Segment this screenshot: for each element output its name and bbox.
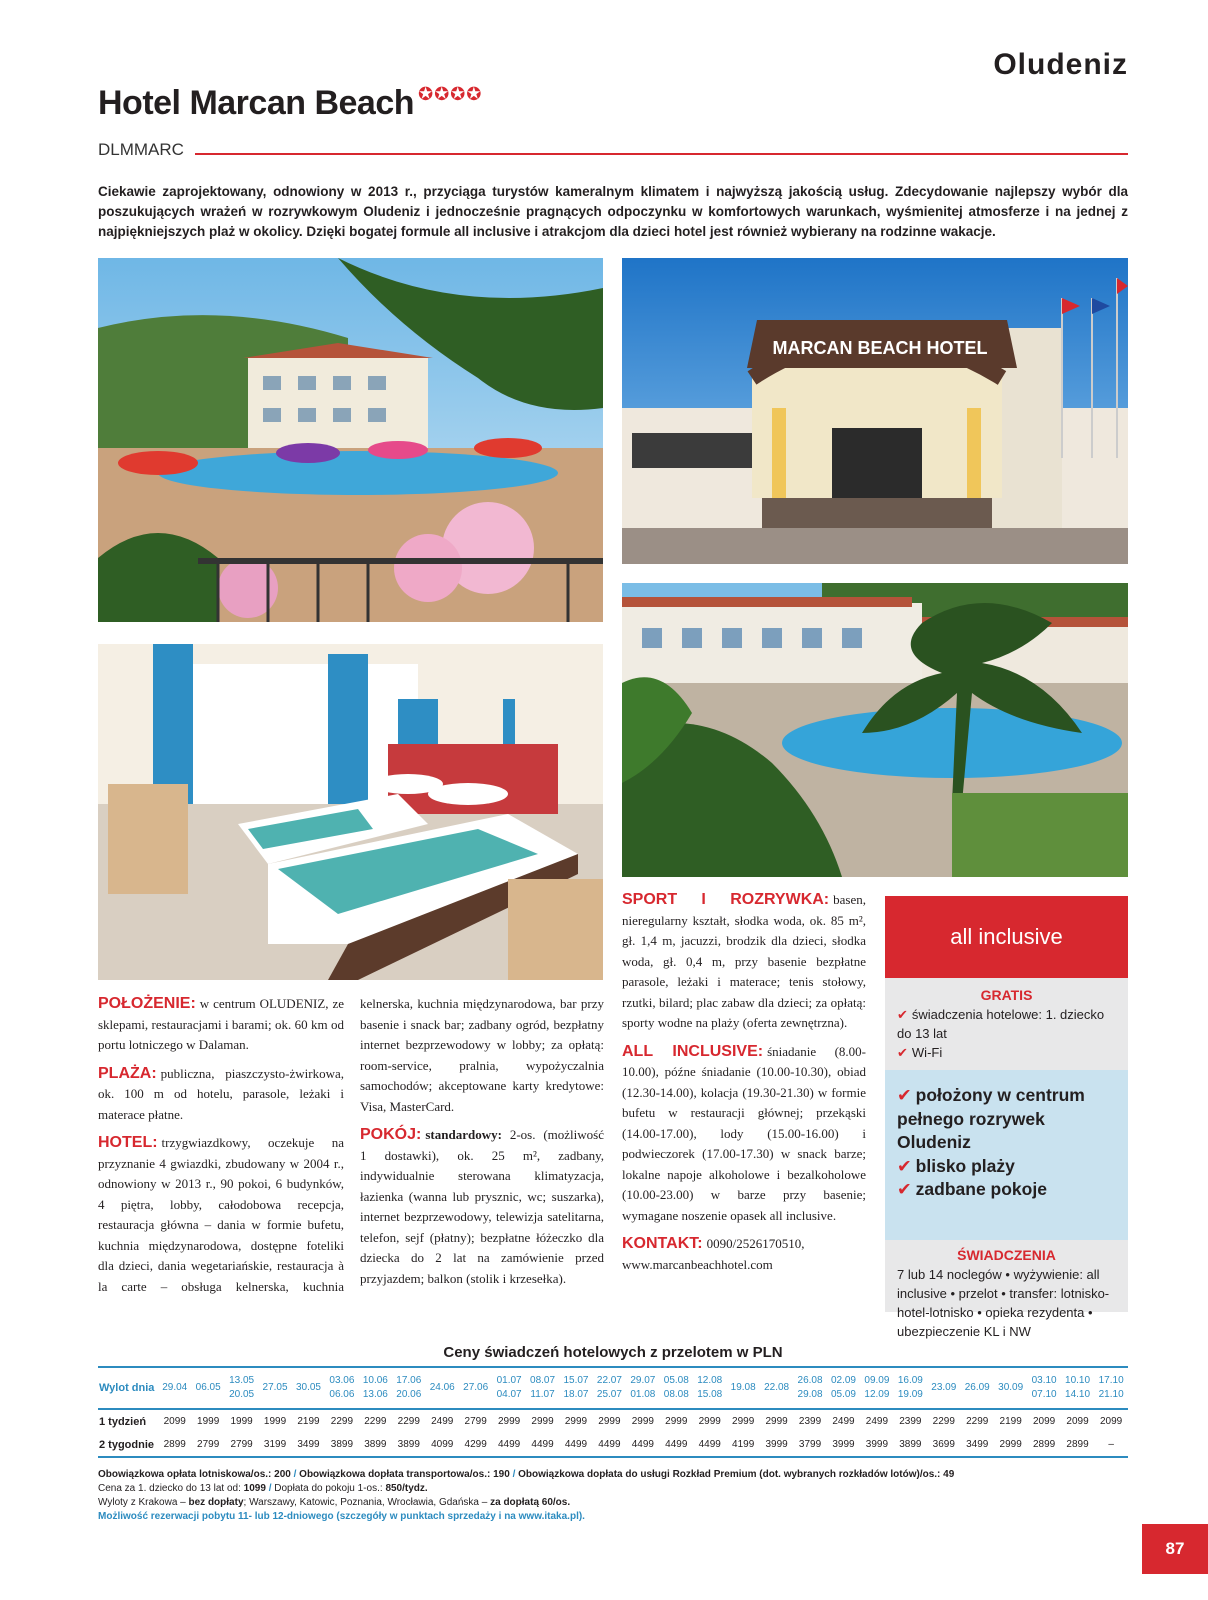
label-plaza: PLAŻA: bbox=[98, 1064, 157, 1082]
price-cell: 2999 bbox=[564, 1416, 588, 1427]
hotel-title bbox=[98, 84, 482, 123]
price-cell: – bbox=[1094, 1433, 1128, 1457]
price-cell: 2799 bbox=[225, 1433, 258, 1457]
departure-date: 15.07 18.07 bbox=[559, 1367, 592, 1409]
price-cell: 4499 bbox=[660, 1433, 693, 1457]
price-cell: 2999 bbox=[765, 1416, 788, 1427]
footnote-booking-info: Możliwość rezerwacji pobytu 11- lub 12-dniowego (szczegóły w punktach sprzedaży i na www.itaka.pl). bbox=[98, 1511, 585, 1522]
departure-date: 26.08 29.08 bbox=[793, 1367, 826, 1409]
departure-date: 24.06 bbox=[426, 1367, 459, 1409]
all-inclusive-title: all inclusive bbox=[885, 896, 1128, 978]
price-cell: 2499 bbox=[865, 1416, 889, 1427]
departure-date: 23.09 bbox=[927, 1367, 960, 1409]
section-plaza bbox=[98, 1064, 344, 1126]
hotel-name: Hotel Marcan Beach bbox=[98, 84, 414, 122]
departure-date: 16.09 19.09 bbox=[894, 1367, 927, 1409]
price-cell: 2499 bbox=[832, 1416, 855, 1427]
hotel-code: DLMMARC bbox=[98, 140, 184, 159]
departure-date: 09.09 12.09 bbox=[860, 1367, 893, 1409]
price-cell: 3499 bbox=[961, 1433, 994, 1457]
label-allinclusive: ALL INCLUSIVE: bbox=[622, 1042, 764, 1060]
departure-date: 19.08 bbox=[726, 1367, 759, 1409]
label-pokoj: POKÓJ: bbox=[360, 1126, 422, 1143]
price-cell: 4099 bbox=[426, 1433, 459, 1457]
price-header-row bbox=[98, 1367, 1128, 1409]
gratis-item: ✔ świadczenia hotelowe: 1. dziecko do 13 lat bbox=[897, 1007, 1105, 1041]
feature-item: ✔ zadbane pokoje bbox=[897, 1179, 1047, 1199]
text-sport: basen, nieregularny kształt, słodka woda, ok. 85 m², gł. 1,4 m, jacuzzi, brodzik dla dzieci, słodka woda, gł. 0,4 m, przy basenie bezpłatne parasole, leżaki i materace; tenis stołowy, rzutki, bilard; plac zabaw dla dzieci; za opłatą: sporty wodne na plaży (oferta zewnętrzna). bbox=[622, 892, 866, 1030]
section-allinclusive bbox=[622, 1042, 866, 1227]
departure-date: 26.09 bbox=[961, 1367, 994, 1409]
swiadczenia-title: ŚWIADCZENIA bbox=[957, 1247, 1056, 1263]
price-row bbox=[98, 1433, 1128, 1457]
price-cell: 2299 bbox=[397, 1416, 420, 1427]
star-rating-icon: ✪✪✪✪ bbox=[418, 84, 483, 104]
entrance-sign-text: MARCAN BEACH HOTEL bbox=[772, 338, 988, 358]
photo-hotel-room bbox=[98, 644, 603, 980]
gratis-title: GRATIS bbox=[980, 987, 1033, 1003]
text-pokoj: 2-os. (możliwość 1 dostawki), ok. 25 m², zadbany, indywidualnie sterowana klimatyzacja, łazienka (wanna lub prysznic, wc; suszarka), internet bezprzewodowy, telewizja satelitarna, telefon, sejf (płatny); bezpłatne łóżeczko dla dziecka do 2 lat na zamówienie przed przyjazdem; balkon (stolik i krzesełka). bbox=[360, 1127, 604, 1286]
departure-date: 08.07 11.07 bbox=[526, 1367, 559, 1409]
section-pokoj bbox=[360, 1125, 604, 1289]
label-hotel: HOTEL: bbox=[98, 1134, 158, 1151]
price-cell: 2399 bbox=[899, 1416, 922, 1427]
gratis-panel bbox=[885, 978, 1128, 1070]
price-cell: 2999 bbox=[698, 1416, 721, 1427]
swiadczenia-text: 7 lub 14 noclegów • wyżywienie: all inclusive • przelot • transfer: lotnisko-hotel-lotnisko • opieka rezydenta • ubezpieczenie KL i NW bbox=[897, 1267, 1110, 1339]
departure-date: 17.06 20.06 bbox=[392, 1367, 425, 1409]
price-cell: 3999 bbox=[860, 1433, 893, 1457]
price-cell: 1999 bbox=[230, 1416, 253, 1427]
price-cell: 3699 bbox=[927, 1433, 960, 1457]
gratis-item: ✔ Wi-Fi bbox=[897, 1045, 943, 1060]
price-cell: 2999 bbox=[665, 1416, 688, 1427]
price-cell: 2199 bbox=[999, 1416, 1022, 1427]
label-kontakt: KONTAKT: bbox=[622, 1235, 703, 1252]
departure-date: 02.09 05.09 bbox=[827, 1367, 860, 1409]
departure-date: 03.06 06.06 bbox=[325, 1367, 358, 1409]
price-cell: 2099 bbox=[1100, 1416, 1123, 1427]
departure-date: 13.05 20.05 bbox=[225, 1367, 258, 1409]
price-cell: 2099 bbox=[163, 1416, 186, 1427]
text-polozenie: w centrum OLUDENIZ, ze sklepami, restauracjami i barami; ok. 60 km od portu lotniczego w Dalaman. bbox=[98, 996, 344, 1052]
title-divider bbox=[195, 153, 1128, 155]
price-cell: 4299 bbox=[459, 1433, 492, 1457]
price-cell: 3899 bbox=[392, 1433, 425, 1457]
text-kontakt: 0090/2526170510, www.marcanbeachhotel.com bbox=[622, 1236, 805, 1272]
photo-pool-garden bbox=[98, 258, 603, 622]
duration-label: 2 tygodnie bbox=[98, 1433, 158, 1457]
price-cell: 3199 bbox=[258, 1433, 291, 1457]
departure-date: 30.09 bbox=[994, 1367, 1027, 1409]
price-cell: 3899 bbox=[894, 1433, 927, 1457]
check-icon: ✔ bbox=[897, 1155, 912, 1176]
departure-date: 22.07 25.07 bbox=[593, 1367, 626, 1409]
section-hotel bbox=[98, 1133, 344, 1295]
price-cell: 4199 bbox=[726, 1433, 759, 1457]
intro-paragraph: Ciekawie zaprojektowany, odnowiony w 2013 r., przyciąga turystów kameralnym klimatem i najwyższą jakością usług. Zdecydowanie najlepszy wybór dla poszukujących wrażeń w rozrywkowym Oludeniz i jednocześnie pragnących odpoczynku w komfortowych warunkach, wyśmienitej atmosferze i na jednej z najpiękniejszych plaż w okolicy. Dzięki bogatej formule all inclusive i atrakcjom dla dzieci hotel jest również wybierany na rodzinne wakacje. bbox=[98, 184, 1128, 239]
price-cell: 3999 bbox=[760, 1433, 793, 1457]
price-cell: 1999 bbox=[263, 1416, 287, 1427]
price-cell: 2299 bbox=[966, 1416, 989, 1427]
photo-hotel-entrance bbox=[622, 258, 1128, 564]
text-plaza: publiczna, piaszczysto-żwirkowa, ok. 100 m od hotelu, parasole, leżaki i materace płatne. bbox=[98, 1065, 344, 1122]
price-cell: 3799 bbox=[793, 1433, 826, 1457]
price-table-title: Ceny świadczeń hotelowych z przelotem w PLN bbox=[443, 1344, 783, 1361]
departure-date: 10.06 13.06 bbox=[359, 1367, 392, 1409]
text-column-3 bbox=[622, 890, 866, 1283]
price-cell: 3499 bbox=[292, 1433, 325, 1457]
price-cell: 2999 bbox=[598, 1416, 621, 1427]
price-cell: 4499 bbox=[593, 1433, 626, 1457]
feature-item: ✔ położony w centrum pełnego rozrywek Oludeniz bbox=[897, 1085, 1085, 1152]
price-cell: 2199 bbox=[297, 1416, 320, 1427]
price-cell: 2999 bbox=[631, 1416, 654, 1427]
price-cell: 2999 bbox=[531, 1416, 554, 1427]
text-pokoj-type: standardowy: bbox=[425, 1127, 502, 1142]
price-cell: 4499 bbox=[559, 1433, 592, 1457]
price-cell: 2799 bbox=[464, 1416, 487, 1427]
departure-date: 10.10 14.10 bbox=[1061, 1367, 1094, 1409]
price-cell: 4499 bbox=[626, 1433, 659, 1457]
text-column-2 bbox=[360, 994, 604, 1297]
check-icon: ✔ bbox=[897, 1007, 908, 1022]
price-cell: 4499 bbox=[492, 1433, 525, 1457]
footnote-departures: Wyloty z Krakowa – bez dopłaty; Warszawy, Katowic, Poznania, Wrocławia, Gdańska – za dopłatą 60/os. bbox=[98, 1497, 571, 1508]
section-sport bbox=[622, 890, 866, 1034]
price-cell: 2899 bbox=[1027, 1433, 1060, 1457]
departure-date: 27.06 bbox=[459, 1367, 492, 1409]
text-column-1 bbox=[98, 994, 344, 1295]
check-icon: ✔ bbox=[897, 1179, 912, 1199]
check-icon: ✔ bbox=[897, 1085, 912, 1105]
label-sport: SPORT I ROZRYWKA: bbox=[622, 891, 830, 908]
duration-label: 1 tydzień bbox=[99, 1415, 147, 1428]
price-cell: 2399 bbox=[798, 1416, 822, 1427]
price-cell: 2299 bbox=[364, 1416, 387, 1427]
price-cell: 3999 bbox=[827, 1433, 860, 1457]
departure-date: 29.07 01.08 bbox=[626, 1367, 659, 1409]
swiadczenia-panel bbox=[885, 1240, 1128, 1339]
departure-date: 01.07 04.07 bbox=[492, 1367, 525, 1409]
footnote-fees: Obowiązkowa opłata lotniskowa/os.: 200 / Obowiązkowa dopłata transportowa/os.: 190 / Obowiązkowa dopłata do usługi Rozkład Premium (dot. wybranych rozkładów lotów)/os.: 49 bbox=[98, 1469, 955, 1480]
departure-date: 30.05 bbox=[292, 1367, 325, 1409]
photo-pool-palms bbox=[622, 583, 1128, 877]
price-table bbox=[98, 1366, 1128, 1458]
price-cell: 2299 bbox=[932, 1416, 955, 1427]
departure-date: 06.05 bbox=[191, 1367, 224, 1409]
departure-date: 05.08 08.08 bbox=[660, 1367, 693, 1409]
price-cell: 2999 bbox=[994, 1433, 1027, 1457]
departure-date: 17.10 21.10 bbox=[1094, 1367, 1128, 1409]
price-cell: 4499 bbox=[526, 1433, 559, 1457]
departure-date: 03.10 07.10 bbox=[1027, 1367, 1060, 1409]
price-cell: 2999 bbox=[497, 1416, 521, 1427]
departure-date: 12.08 15.08 bbox=[693, 1367, 726, 1409]
label-polozenie: POŁOŻENIE: bbox=[98, 995, 196, 1012]
check-icon: ✔ bbox=[897, 1045, 908, 1060]
price-cell: 2999 bbox=[732, 1416, 755, 1427]
price-cell: 3899 bbox=[325, 1433, 358, 1457]
departure-date: 22.08 bbox=[760, 1367, 793, 1409]
text-hotel: trzygwiazdkowy, oczekuje na przyznanie 4 gwiazdki, zbudowany w 2004 r., odnowiony w 2013 r., 90 pokoi, 6 budynków, 4 piętra, lobby, całodobowa recepcja, restauracja główna – dania w formie bufetu, kuchnia międzynarodowa, dostępne foteliki dla dzieci, dania wegetariańskie, restauracja à la carte – obsługa kelnerska, kuchnia bbox=[98, 1135, 344, 1294]
price-cell: 2299 bbox=[330, 1416, 354, 1427]
features-panel bbox=[885, 1070, 1128, 1240]
section-polozenie bbox=[98, 994, 344, 1056]
price-cell: 2899 bbox=[1061, 1433, 1094, 1457]
price-cell: 4499 bbox=[693, 1433, 726, 1457]
price-cell: 2099 bbox=[1066, 1416, 1089, 1427]
departure-date: 27.05 bbox=[258, 1367, 291, 1409]
departure-date: 29.04 bbox=[158, 1367, 191, 1409]
footnotes bbox=[98, 1468, 1128, 1524]
price-cell: 2899 bbox=[158, 1433, 191, 1457]
price-row bbox=[98, 1409, 1128, 1433]
section-hotel-continued: kelnerska, kuchnia międzynarodowa, bar przy basenie i snack bar; zadbany ogród, bezpłatny internet bezprzewodowy w lobby; za opłatą: room-service, pralnia, wypożyczalnia samochodów; akceptowane karty kredytowe: Visa, MasterCard. bbox=[360, 996, 604, 1114]
price-cell: 2799 bbox=[191, 1433, 224, 1457]
price-cell: 3899 bbox=[359, 1433, 392, 1457]
price-cell: 2099 bbox=[1032, 1416, 1056, 1427]
section-kontakt bbox=[622, 1234, 866, 1275]
region-name: Oludeniz bbox=[993, 48, 1128, 81]
text-allinclusive: śniadanie (8.00-10.00), późne śniadanie (10.00-10.30), obiad (12.30-14.00), kolacja (19.30-21.30) w formie bufetu w restauracji głównej; przekąski (14.00-17.00), lody (15.00-16.00) i podwieczorek (17.00-17.30) w snack barze; lokalne napoje alkoholowe i bezalkoholowe (10.00-23.00) w barze przy basenie; wymagane noszenie opasek all inclusive. bbox=[622, 1043, 866, 1223]
feature-item: ✔ blisko plaży bbox=[897, 1155, 1015, 1176]
departure-label: Wylot dnia bbox=[98, 1367, 158, 1409]
page-number: 87 bbox=[1142, 1524, 1208, 1574]
price-cell: 1999 bbox=[197, 1416, 220, 1427]
price-cell: 2499 bbox=[431, 1416, 454, 1427]
all-inclusive-box bbox=[885, 896, 1128, 1339]
footnote-child-price: Cena za 1. dziecko do 13 lat od: 1099 / Dopłata do pokoju 1-os.: 850/tydz. bbox=[98, 1483, 428, 1494]
